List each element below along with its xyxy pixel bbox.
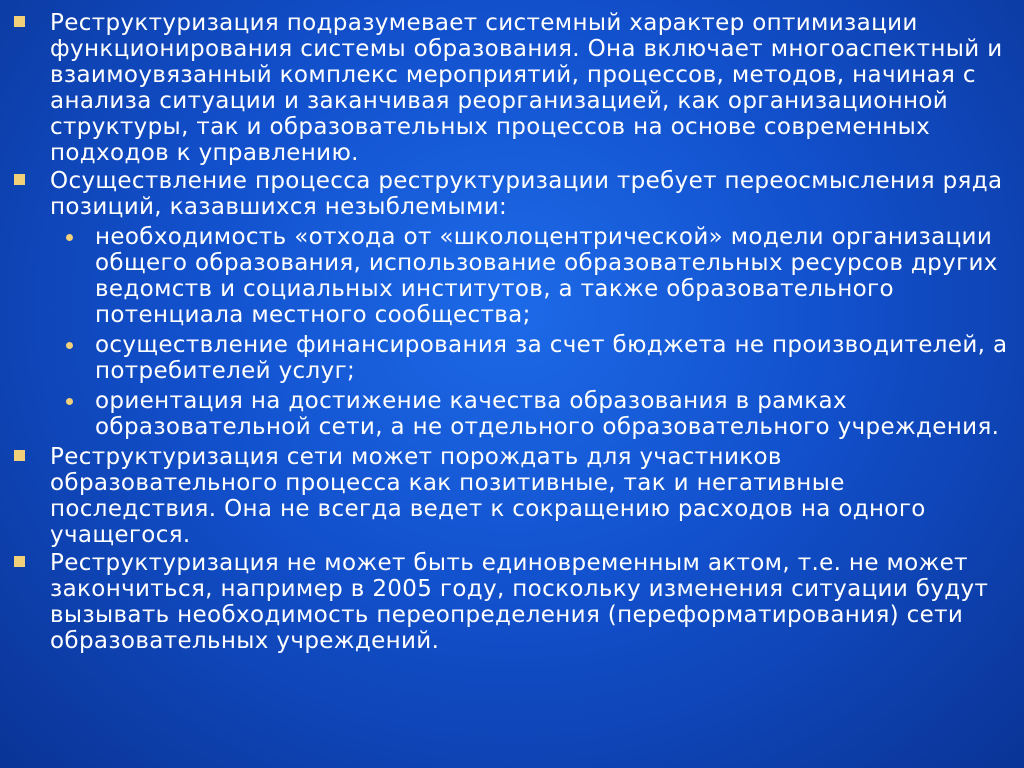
sub-bullet-text: ориентация на достижение качества образования в рамках образовательной сети, а не отдельного образовательного учреждения. <box>95 388 1000 440</box>
bullet-point-4 <box>14 550 1014 654</box>
bullet-text: Реструктуризация не может быть единовременным актом, т.е. не может закончиться, например в 2005 году, поскольку изменения ситуации будут вызывать необходимость переопределения (переформатирования) сети образовательных учреждений. <box>50 550 989 654</box>
sub-bullet-text: осуществление финансирования за счет бюджета не производителей, а потребителей услуг; <box>95 332 1008 384</box>
bullet-text: Реструктуризация сети может порождать для участников образовательного процесса как позитивные, так и негативные последствия. Она не всегда ведет к сокращению расходов на одного учащегося. <box>50 444 926 548</box>
round-bullet-icon <box>66 398 73 405</box>
bullet-point-2 <box>14 168 1014 220</box>
sub-bullet-list <box>14 224 1014 440</box>
bullet-point-1 <box>14 10 1014 166</box>
square-bullet-icon <box>14 556 25 567</box>
sub-bullet-point-2 <box>14 332 1014 384</box>
square-bullet-icon <box>14 16 25 27</box>
sub-bullet-point-1 <box>14 224 1014 328</box>
square-bullet-icon <box>14 450 25 461</box>
round-bullet-icon <box>66 342 73 349</box>
bullet-text: Реструктуризация подразумевает системный характер оптимизации функционирования системы образования. Она включает многоаспектный и взаимоувязанный комплекс мероприятий, процессов, методов, начиная с анализа ситуации и заканчивая реорганизацией, как организационной структуры, так и образовательных процессов на основе современных подходов к управлению. <box>50 10 1003 166</box>
sub-bullet-text: необходимость «отхода от «школоцентрической» модели организации общего образования, использование образовательных ресурсов других ведомств и социальных институтов, а также образовательного потенциала местного сообщества; <box>95 224 998 328</box>
sub-bullet-point-3 <box>14 388 1014 440</box>
bullet-text: Осуществление процесса реструктуризации требует переосмысления ряда позиций, казавшихся незыблемыми: <box>50 168 1003 220</box>
slide-content <box>14 10 1014 656</box>
square-bullet-icon <box>14 174 25 185</box>
bullet-point-3 <box>14 444 1014 548</box>
round-bullet-icon <box>66 234 73 241</box>
